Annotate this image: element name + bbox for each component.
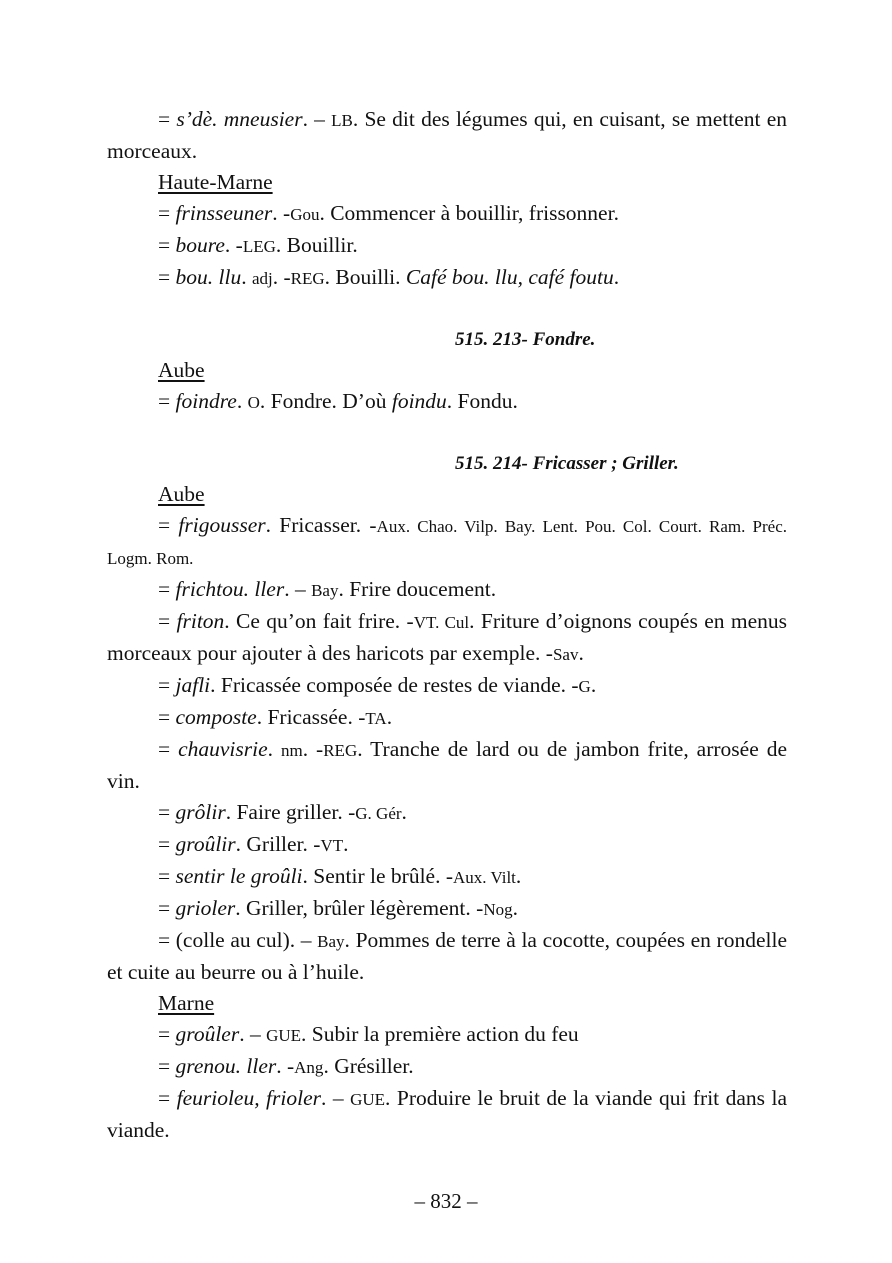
dictionary-entry	[107, 1083, 787, 1146]
dictionary-entry	[107, 734, 787, 797]
entry-text: =	[158, 233, 176, 257]
page-number: – 832 –	[414, 1189, 478, 1213]
entry-text: . Fondre. D’où	[259, 389, 392, 413]
source-abbreviation: TA	[365, 709, 387, 728]
dictionary-entry	[107, 104, 787, 167]
dialect-term: feurioleu, frioler	[176, 1086, 322, 1110]
entry-text: .	[267, 737, 281, 761]
entry-text: . –	[302, 107, 332, 131]
entry-text: = (colle au cul). –	[158, 928, 318, 952]
dictionary-entry	[107, 1019, 787, 1051]
entry-text: .	[241, 265, 252, 289]
entry-text: .	[590, 673, 597, 697]
dialect-term: boure	[175, 233, 225, 257]
source-abbreviation: G	[578, 677, 591, 696]
source-abbreviation: Bay	[311, 581, 339, 600]
entry-text: =	[158, 577, 176, 601]
dictionary-entry	[107, 606, 787, 670]
entry-text: . Griller, brûler légèrement. -	[235, 896, 484, 920]
dialect-term: grenou. ller	[175, 1054, 277, 1078]
dialect-term: bou. llu	[175, 265, 242, 289]
dictionary-entry	[107, 893, 787, 925]
dictionary-entry	[107, 262, 787, 294]
entry-text: =	[158, 705, 176, 729]
source-abbreviation: VT	[320, 836, 344, 855]
source-abbreviation: O	[247, 393, 260, 412]
entry-text: . -	[224, 233, 243, 257]
dictionary-entry	[107, 198, 787, 230]
source-abbreviation: Sav	[552, 645, 579, 664]
source-abbreviation: Gou	[290, 205, 320, 224]
entry-text: =	[158, 832, 176, 856]
entry-text: =	[158, 265, 176, 289]
entry-text: . –	[321, 1086, 351, 1110]
entry-text: . Frire doucement.	[338, 577, 497, 601]
dialect-term: foindu	[391, 389, 447, 413]
dialect-term: friton	[176, 609, 225, 633]
region-label: Marne	[158, 991, 215, 1015]
entry-text: . Bouillir.	[275, 233, 358, 257]
entry-text: . Fondu.	[446, 389, 518, 413]
entry-text: . Tranche de lard ou de jambon frite, arrosée de vin.	[107, 737, 787, 793]
dialect-term: grôlir	[175, 800, 226, 824]
entry-text: =	[158, 737, 179, 761]
entry-text: . Ce qu’on fait frire. -	[224, 609, 414, 633]
dialect-term: foindre	[175, 389, 237, 413]
source-abbreviation: LEG	[242, 237, 276, 256]
entry-text: . Grésiller.	[323, 1054, 414, 1078]
dialect-term: frigousser	[178, 513, 266, 537]
dialect-term: composte	[175, 705, 257, 729]
source-abbreviation: nm	[280, 741, 303, 760]
entry-text: . -	[272, 265, 291, 289]
region-label: Aube	[158, 482, 205, 506]
entry-text: . Faire griller. -	[225, 800, 356, 824]
entry-text: =	[158, 107, 177, 131]
source-abbreviation: REG	[323, 741, 358, 760]
entry-text: . Sentir le brûlé. -	[302, 864, 453, 888]
source-abbreviation: adj	[251, 269, 273, 288]
entry-text: . Commencer à bouillir, frissonner.	[319, 201, 619, 225]
source-abbreviation: Aux. Chao. Vilp. Bay. Lent. Pou. Col. Court. Ram. Préc. Logm. Rom.	[107, 517, 787, 568]
entry-text: . Fricassée composée de restes de viande. -	[210, 673, 579, 697]
dictionary-entry	[107, 230, 787, 262]
entry-text: =	[158, 201, 176, 225]
entry-text: . Pommes de terre à la cocotte, coupées en rondelle et cuite au beurre ou à l’huile.	[107, 928, 787, 984]
entry-text: .	[613, 265, 620, 289]
source-abbreviation: Aux. Vilt	[453, 868, 516, 887]
entry-text: =	[158, 1054, 176, 1078]
entry-text: =	[158, 1086, 177, 1110]
entry-text: . –	[284, 577, 312, 601]
source-abbreviation: G. Gér	[355, 804, 402, 823]
dialect-term: groûlir	[175, 832, 236, 856]
entry-text: =	[158, 389, 176, 413]
entry-text: .	[343, 832, 349, 856]
entry-text: =	[158, 864, 176, 888]
source-abbreviation: Bay	[317, 932, 345, 951]
source-abbreviation: LB	[331, 111, 353, 130]
dictionary-entry	[107, 797, 787, 829]
dictionary-entry	[107, 574, 787, 606]
entry-text: =	[158, 896, 176, 920]
section-spacer	[107, 294, 787, 324]
entry-text: . Subir la première action du feu	[301, 1022, 579, 1046]
source-abbreviation: Ang	[294, 1058, 324, 1077]
entry-text: . –	[239, 1022, 267, 1046]
entry-text: . Se dit des légumes qui, en cuisant, se mettent en morceaux.	[107, 107, 787, 163]
dictionary-entry	[107, 386, 787, 418]
entry-text: .	[515, 864, 522, 888]
region-label: Haute-Marne	[158, 170, 273, 194]
source-abbreviation: REG	[290, 269, 325, 288]
dialect-term: jafli	[175, 673, 211, 697]
entry-text: =	[158, 800, 176, 824]
dialect-term: grioler	[175, 896, 236, 920]
entry-text: =	[158, 513, 179, 537]
entry-text: . -	[302, 737, 324, 761]
section-heading: 515. 213- Fondre.	[455, 329, 596, 350]
dialect-term: groûler	[175, 1022, 240, 1046]
entry-text: .	[512, 896, 518, 920]
dialect-term: chauvisrie	[178, 737, 268, 761]
entry-text: =	[158, 673, 176, 697]
dialect-term: frinsseuner	[175, 201, 273, 225]
entry-text: . Griller. -	[235, 832, 321, 856]
source-abbreviation: Nog	[483, 900, 513, 919]
dictionary-entry	[107, 670, 787, 702]
dictionary-entry	[107, 925, 787, 988]
entry-text: . Fricassée. -	[256, 705, 366, 729]
dictionary-entry	[107, 702, 787, 734]
entry-text: . Produire le bruit de la viande qui frit dans la viande.	[107, 1086, 787, 1142]
dialect-term: sentir le groûli	[175, 864, 303, 888]
dialect-term: frichtou. ller	[175, 577, 285, 601]
entry-text: . Bouilli.	[324, 265, 406, 289]
section-spacer	[107, 418, 787, 448]
entry-text: . Fricasser. -	[265, 513, 377, 537]
page-body	[107, 104, 787, 1146]
dictionary-entry	[107, 1051, 787, 1083]
entry-text: =	[158, 609, 177, 633]
entry-text: .	[578, 641, 584, 665]
source-abbreviation: VT. Cul	[413, 613, 470, 632]
dictionary-entry	[107, 510, 787, 574]
entry-text: . Friture d’oignons coupés en menus morceaux pour ajouter à des haricots par exemple. -	[107, 609, 787, 665]
entry-text: . -	[276, 1054, 295, 1078]
entry-text: .	[401, 800, 407, 824]
dictionary-entry	[107, 861, 787, 893]
source-abbreviation: GUE	[266, 1026, 302, 1045]
dictionary-entry	[107, 829, 787, 861]
entry-text: .	[386, 705, 393, 729]
dialect-term: Café bou. llu, café foutu	[405, 265, 614, 289]
entry-text: .	[236, 389, 248, 413]
section-heading: 515. 214- Fricasser ; Griller.	[455, 453, 679, 474]
entry-text: . -	[272, 201, 291, 225]
source-abbreviation: GUE	[350, 1090, 386, 1109]
entry-text: =	[158, 1022, 176, 1046]
dialect-term: s’dè. mneusier	[176, 107, 303, 131]
region-label: Aube	[158, 358, 205, 382]
